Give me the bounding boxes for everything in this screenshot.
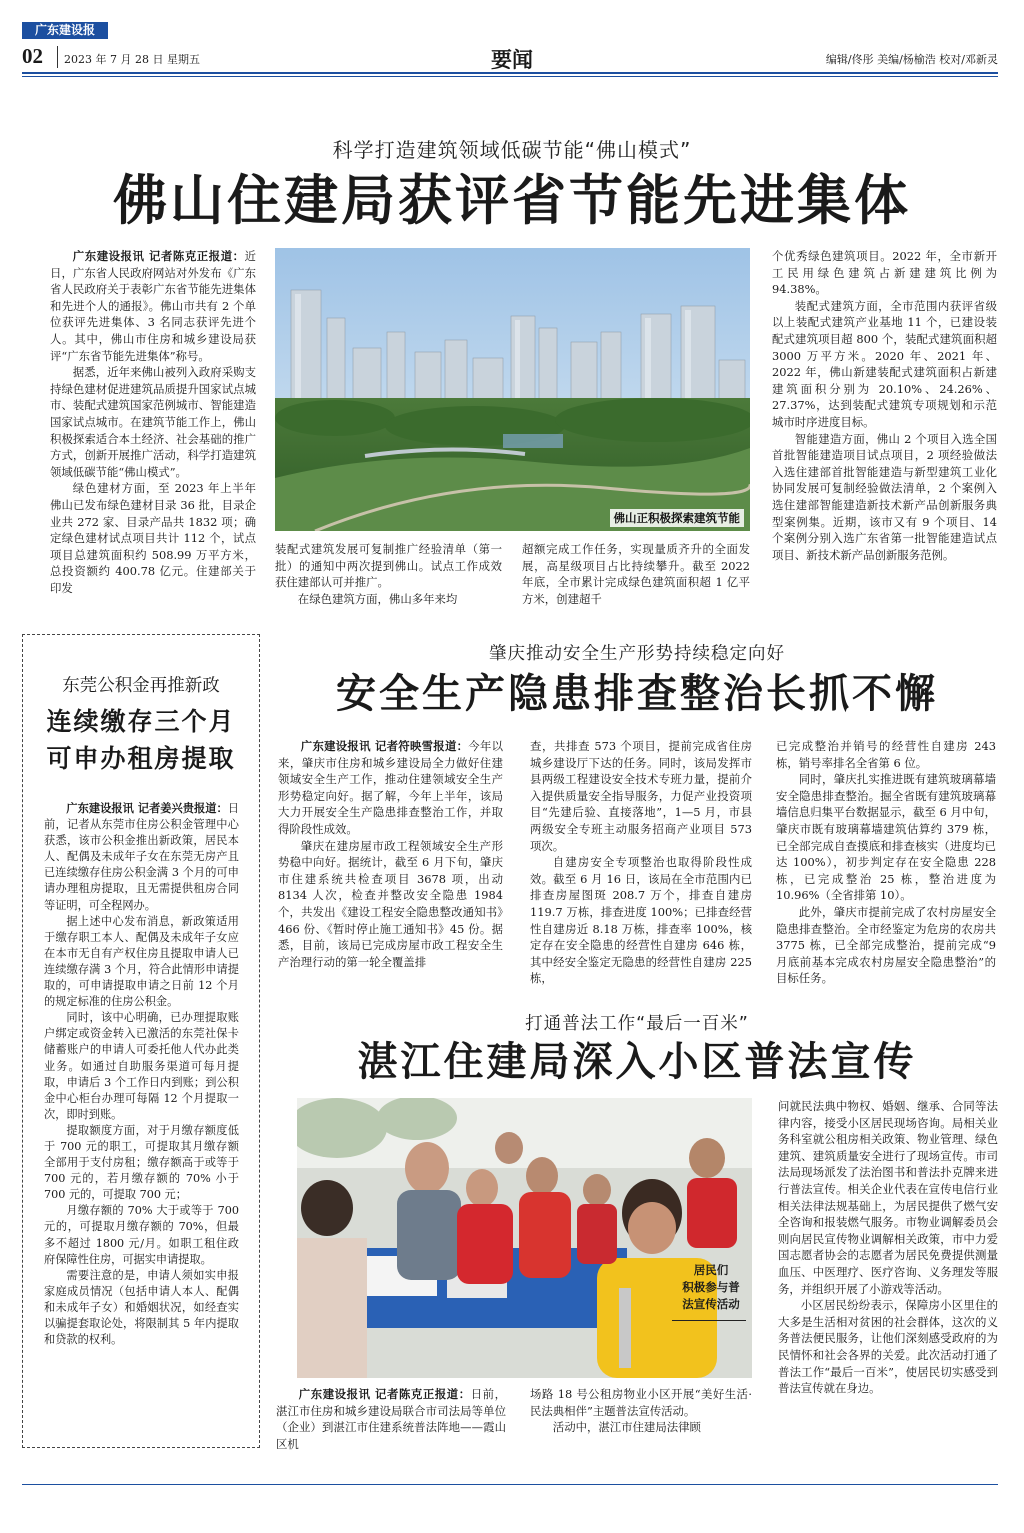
- article1-column-2: [275, 541, 502, 607]
- paragraph: 日前，记者从东莞市住房公积金管理中心获悉，该市公积金推出新政策，居民本人、配偶及未成年子女在东莞无房产且已连续缴存住房公积金满 3 个月的可申请办理租房提取，且无需提供租房合同等证明，可全程网办。: [44, 802, 239, 912]
- paragraph: 小区居民纷纷表示，保障房小区里住的大多是生活相对贫困的社会群体，这次的义务普法便民服务，让他们深刻感受政府的为民情怀和社会各界的关爱。此次活动打通了普法工作“最后一百米”，使居民切实感受到普法宣传就在身边。: [778, 1298, 998, 1396]
- article2-headline: 安全生产隐患排查整治长抓不懈: [336, 670, 938, 717]
- article2-column-1: [278, 738, 503, 970]
- paragraph: 问就民法典中物权、婚姻、继承、合同等法律内容，接受小区居民现场咨询。局相关业务科室就公租房相关政策、物业管理、绿色建筑、建筑质量安全进行了现场宣传。市司法局现场派发了法治图书和普法扑克牌来进行普法宣传。相关企业代表在宣传电信行业相关法律法规基础上，为居民提供了燃气安全咨询和报装燃气服务。市物业调解委员会则向居民宣传物业调解相关政策，市中力爱国志愿者协会的志愿者为居民免费提供测量血压、中医理疗、医疗咨询、义务理发等服务，并组织开展了小游戏等活动。: [778, 1099, 998, 1296]
- editor-credits: 编辑/佟彤 美编/杨榆浩 校对/邓新灵: [825, 53, 998, 66]
- paragraph: 需要注意的是，申请人须如实申报家庭成员情况（包括申请人本人、配偶和未成年子女）和婚姻状况，如经查实以骗提套取论处，将限制其 5 年内提取和贷款的权利。: [44, 1268, 239, 1347]
- caption-underline: [672, 1320, 746, 1321]
- paragraph: 日前，湛江市住房和城乡建设局联合市司法局等单位（企业）到湛江市住建系统普法阵地——霞山区机: [276, 1387, 506, 1451]
- paragraph: 绿色建材方面，至 2023 年上半年佛山已发布绿色建材目录 36 批，目录企业共 272 家、目录产品共 1832 项；确定绿色建材试点项目共计 112 个，试点项目总建筑面积约 508.99 万平方米，总投资额约 400.78 亿元。住建部关于印发: [50, 481, 256, 595]
- article3-column-1: [276, 1386, 506, 1452]
- paragraph: 智能建造方面，佛山 2 个项目入选全国首批智能建造项目试点项目，2 项经验做法入选住建部首批智能建造与新型建筑工业化协同发展可复制经验做法清单，2 个案例入选住建部智能建造新技术新产品创新服务典型案例集。近期，该市又有 9 个项目、14 个案例分别入选广东省第一批智能建造试点项目、新技术新产品创新服务范例。: [772, 431, 997, 562]
- byline: 广东建设报讯 记者陈克正报道：: [298, 1387, 471, 1401]
- paragraph: 肇庆在建房屋市政工程领域安全生产形势稳中向好。据统计，截至 6 月下旬，肇庆市住建系统共检查项目 3678 项，出动 8134 人次，检查并整改安全隐患 1984 个，共发出《建设工程安全隐患整改通知书》466 份、《暂时停止施工通知书》45 份。据悉，目前，该局已完成房屋市政工程安全生产治理行动的第一轮全覆盖排: [278, 838, 503, 969]
- paragraph: 据上述中心发布消息，新政策适用于缴存职工本人、配偶及未成年子女应在本市无自有产权住房且提取申请人已连续缴存满 3 个月，符合此情形申请提取的，可申请提取申请之日前 12 个月的规定标准的住房公积金。: [44, 914, 239, 1009]
- article3-headline: 湛江住建局深入小区普法宣传: [357, 1038, 917, 1085]
- paragraph: 场路 18 号公租房物业小区开展“美好生活·民法典相伴”主题普法宣传活动。: [530, 1387, 752, 1418]
- paragraph: 个优秀绿色建筑项目。2022 年，全市新开工民用绿色建筑占新建建筑比例为 94.38%。: [772, 249, 997, 297]
- article3-column-2: [530, 1386, 752, 1436]
- header-rule-thin: [22, 76, 998, 77]
- paragraph: 装配式建筑方面，全市范围内获评省级以上装配式建筑产业基地 11 个，已建设装配式建筑项目超 800 个，装配式建筑面积超 3000 万平方米。2020 年、2021 年、2022 年，佛山新建装配式建筑面积占新建建筑面积分别为 20.10%、24.26%、27.37%，达到装配式建筑专项规划和示范城市时序进度目标。: [772, 298, 997, 429]
- issue-date: 2023 年 7 月 28 日 星期五: [64, 53, 200, 66]
- paragraph: 已完成整治并销号的经营性自建房 243 栋，销号率排名全省第 6 位。: [776, 739, 996, 770]
- paragraph: 超额完成工作任务，实现量质齐升的全面发展，高星级项目占比持续攀升。截至 2022 年底，全市累计完成绿色建筑面积超 1 亿平方米，创建超千: [522, 542, 750, 606]
- caption-line: 法宣传活动: [682, 1297, 740, 1311]
- paragraph: 在绿色建筑方面，佛山多年来均: [297, 591, 458, 606]
- section-title: 要闻: [491, 47, 533, 72]
- paragraph: 同时，该中心明确，已办理提取账户绑定或资金转入已激活的东莞社保卡储蓄账户的申请人可委托他人代办此类业务。如通过自助服务渠道可每月提取，申请后 3 个工作日内到账；到公积金中心柜台办理可每隔 12 个月提取一次，即时到账。: [44, 1011, 239, 1121]
- newspaper-brand: 广东建设报: [22, 22, 108, 39]
- byline: 广东建设报讯 记者姜兴贵报道：: [66, 801, 228, 815]
- paragraph: 据悉，近年来佛山被列入政府采购支持绿色建材促进建筑品质提升国家试点城市、装配式建筑国家范例城市、智能建造国家试点城市。在建筑节能工作上，佛山积极探索适合本土经济、社会基础的推广方式，创新开展推广活动，科学打造建筑领域低碳节能“佛山模式”。: [50, 365, 256, 479]
- sidebar-body: [44, 800, 239, 1348]
- paragraph: 同时，肇庆扎实推进既有建筑玻璃幕墙安全隐患排查整治。掘全省既有建筑玻璃幕墙信息归集平台数据显示，截至 6 月中旬，肇庆市既有玻璃幕墙建筑估算约 379 栋，已全部完成自查摸底和排查核实（进度均已达 100%），初步判定存在安全隐患 228 栋，已完成整治 25 栋，整治进度为 10.96%（全省排第 10）。: [776, 772, 996, 903]
- caption-line: 居民们: [693, 1263, 729, 1277]
- community-event-image: [297, 1098, 752, 1378]
- paragraph: 装配式建筑发展可复制推广经验清单（第一批）的通知中两次提到佛山。试点工作成效获住建部认可并推广。: [275, 542, 502, 590]
- article3-kicker: 打通普法工作“最后一百米”: [525, 1014, 749, 1034]
- sidebar-headline-line2: 可申办租房提取: [46, 744, 236, 773]
- header-rule: [22, 72, 998, 74]
- paragraph: 月缴存额的 70% 大于或等于 700 元的，可提取月缴存额的 70%，但最多不超过 1800 元/月。如职工租住政府保障性住房，可据实申请提取。: [44, 1204, 239, 1266]
- article3-photo-caption: [672, 1262, 750, 1313]
- footer-rule: [22, 1484, 998, 1485]
- article2-column-3: [776, 738, 996, 987]
- article2-column-2: [530, 738, 752, 987]
- article1-kicker: 科学打造建筑领域低碳节能“佛山模式”: [332, 138, 692, 162]
- article2-kicker: 肇庆推动安全生产形势持续稳定向好: [489, 644, 785, 664]
- paragraph: 近日，广东省人民政府网站对外发布《广东省人民政府关于表彰广东省节能先进集体和先进个人的通报》。佛山市共有 2 个单位获评先进集体、3 名同志获评先进个人。其中，佛山市住房和城乡建设局获评“广东省节能先进集体”称号。: [50, 249, 256, 363]
- paragraph: 提取额度方面，对于月缴存额度低于 700 元的职工，可提取其月缴存额全部用于支付房租；缴存额高于或等于 700 元的，若月缴存额的 70% 小于 700 元的，可提取 700 元；: [44, 1123, 239, 1202]
- sidebar-kicker: 东莞公积金再推新政: [62, 676, 220, 696]
- photo-caption: 佛山正积极探索建筑节能: [610, 509, 745, 527]
- byline: 广东建设报讯 记者陈克正报道：: [72, 249, 245, 263]
- article1-column-4: [772, 248, 997, 563]
- article1-column-3: [522, 541, 750, 607]
- sidebar-headline-line1: 连续缴存三个月: [46, 707, 236, 736]
- caption-line: 积极参与普: [682, 1280, 740, 1294]
- paragraph: 此外，肇庆市提前完成了农村房屋安全隐患排查整治。全市经鉴定为危房的农房共 3775 栋，已全部完成整治，提前完成“9 月底前基本完成农村房屋安全隐患整治”的目标任务。: [776, 904, 996, 986]
- city-skyline-image: [275, 248, 750, 531]
- paragraph: 自建房安全专项整治也取得阶段性成效。截至 6 月 16 日，该局在全市范围内已排查房屋图斑 208.7 万个，排查自建房 119.7 万栋，排查进度 100%；已排查经营性自建房近 8.18 万栋，排查率 100%，核定存在安全隐患的经营性自建房 646 栋，其中经安全鉴定无隐患的经营性自建房 225 栋，: [530, 855, 752, 986]
- article1-headline: 佛山住建局获评省节能先进集体: [113, 168, 911, 232]
- page-number: 02: [22, 44, 43, 68]
- article1-column-1: [50, 248, 256, 596]
- paragraph: 查，共排查 573 个项目，提前完成省住房城乡建设厅下达的任务。同时，该局发挥市县两级工程建设安全技术专班力量，提前介入提供质量安全指导服务，力促产业投资项目“先建后验、直接落地”，1—5 月，市县两级安全专班主动服务招商产业项目 573 项次。: [530, 739, 752, 853]
- paragraph: 今年以来，肇庆市住房和城乡建设局全力做好住建领域安全生产工作，推动住建领域安全生产形势稳定向好。据了解，今年上半年，该局大力开展安全生产隐患排查整治工作，并取得阶段性成效。: [278, 739, 503, 836]
- paragraph: 活动中，湛江市住建局法律顾: [552, 1420, 701, 1435]
- byline: 广东建设报讯 记者符映雪报道：: [300, 739, 469, 753]
- article3-column-3: [778, 1098, 998, 1397]
- article3-photo: [297, 1098, 752, 1378]
- article1-photo: [275, 248, 750, 531]
